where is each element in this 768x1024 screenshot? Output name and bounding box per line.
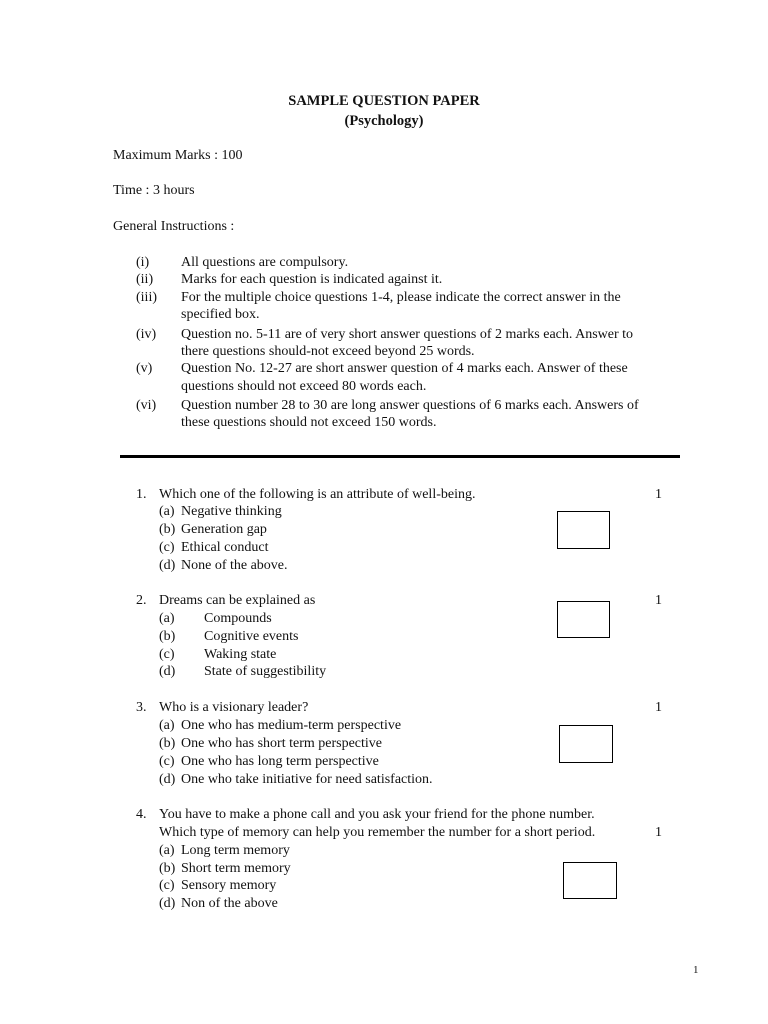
question-text: Dreams can be explained as xyxy=(159,593,316,608)
instruction-number: (iii) xyxy=(136,290,157,305)
page-number: 1 xyxy=(693,964,699,976)
option-text: One who take initiative for need satisfaction. xyxy=(181,772,433,787)
option-label: (b) xyxy=(159,861,176,876)
answer-box[interactable] xyxy=(557,601,610,638)
question-text-cont: Which type of memory can help you remember the number for a short period. xyxy=(159,825,596,840)
instruction-number: (v) xyxy=(136,361,153,376)
option-text: Compounds xyxy=(204,611,272,626)
time-allowed: Time : 3 hours xyxy=(113,183,195,198)
option-text: One who has medium-term perspective xyxy=(181,718,402,733)
option-label: (b) xyxy=(159,629,176,644)
answer-box[interactable] xyxy=(563,862,617,899)
maximum-marks: Maximum Marks : 100 xyxy=(113,148,243,163)
option-text: One who has short term perspective xyxy=(181,736,382,751)
question-marks: 1 xyxy=(655,593,662,608)
option-label: (c) xyxy=(159,647,175,662)
option-text: None of the above. xyxy=(181,558,288,573)
instruction-text: Question number 28 to 30 are long answer questions of 6 marks each. Answers of xyxy=(181,398,639,413)
option-text: Short term memory xyxy=(181,861,291,876)
instruction-text: For the multiple choice questions 1-4, please indicate the correct answer in the xyxy=(181,290,621,305)
option-label: (a) xyxy=(159,611,175,626)
instruction-number: (vi) xyxy=(136,398,157,413)
option-text: Cognitive events xyxy=(204,629,299,644)
option-label: (d) xyxy=(159,558,176,573)
instruction-number: (iv) xyxy=(136,327,157,342)
question-text: You have to make a phone call and you ask your friend for the phone number. xyxy=(159,807,595,822)
question-number: 2. xyxy=(136,593,147,608)
option-text: Non of the above xyxy=(181,896,278,911)
option-text: Ethical conduct xyxy=(181,540,269,555)
option-text: Negative thinking xyxy=(181,504,282,519)
option-text: State of suggestibility xyxy=(204,664,327,679)
option-label: (a) xyxy=(159,504,175,519)
question-number: 1. xyxy=(136,487,147,502)
question-number: 4. xyxy=(136,807,147,822)
option-label: (c) xyxy=(159,540,175,555)
option-text: Generation gap xyxy=(181,522,267,537)
answer-box[interactable] xyxy=(557,511,610,549)
instruction-text: Question No. 12-27 are short answer question of 4 marks each. Answer of these xyxy=(181,361,628,376)
section-divider xyxy=(120,455,680,458)
question-text: Who is a visionary leader? xyxy=(159,700,309,715)
option-label: (b) xyxy=(159,736,176,751)
instruction-number: (i) xyxy=(136,255,150,270)
option-label: (c) xyxy=(159,878,175,893)
option-label: (d) xyxy=(159,664,176,679)
question-number: 3. xyxy=(136,700,147,715)
instruction-text: Marks for each question is indicated against it. xyxy=(181,272,443,287)
option-text: One who has long term perspective xyxy=(181,754,379,769)
instruction-number: (ii) xyxy=(136,272,154,287)
instruction-text-cont: these questions should not exceed 150 words. xyxy=(181,415,437,430)
answer-box[interactable] xyxy=(559,725,613,763)
instruction-text-cont: questions should not exceed 80 words each. xyxy=(181,379,427,394)
instruction-text: All questions are compulsory. xyxy=(181,255,349,270)
question-marks: 1 xyxy=(655,825,662,840)
option-label: (d) xyxy=(159,896,176,911)
page-subtitle: (Psychology) xyxy=(344,113,424,129)
option-label: (a) xyxy=(159,843,175,858)
option-label: (d) xyxy=(159,772,176,787)
question-marks: 1 xyxy=(655,487,662,502)
option-label: (b) xyxy=(159,522,176,537)
option-label: (a) xyxy=(159,718,175,733)
instruction-text-cont: specified box. xyxy=(181,307,260,322)
option-text: Long term memory xyxy=(181,843,290,858)
instructions-heading: General Instructions : xyxy=(113,219,235,234)
question-text: Which one of the following is an attribute of well-being. xyxy=(159,487,476,502)
instruction-text: Question no. 5-11 are of very short answer questions of 2 marks each. Answer to xyxy=(181,327,634,342)
option-text: Waking state xyxy=(204,647,277,662)
page-title: SAMPLE QUESTION PAPER xyxy=(288,93,480,109)
question-marks: 1 xyxy=(655,700,662,715)
option-label: (c) xyxy=(159,754,175,769)
instruction-text-cont: there questions should-not exceed beyond 25 words. xyxy=(181,344,475,359)
option-text: Sensory memory xyxy=(181,878,277,893)
